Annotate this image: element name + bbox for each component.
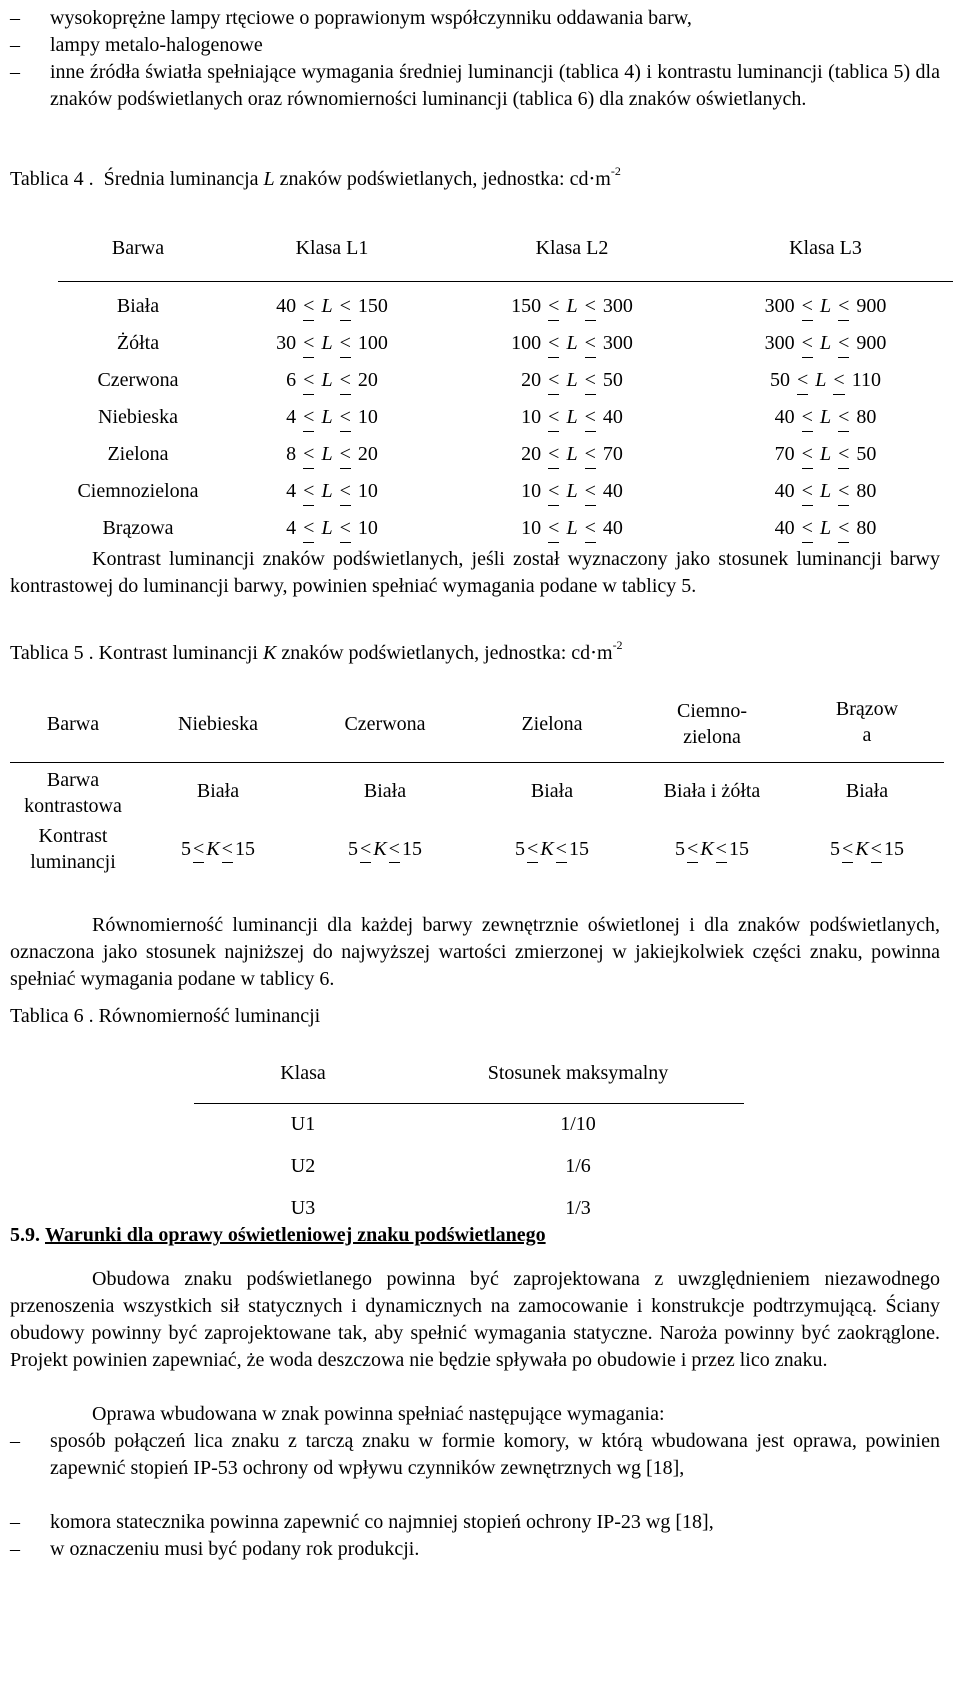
table6-cell: 1/6 xyxy=(565,1155,591,1177)
bullet-item xyxy=(10,5,940,32)
range-high: 15 xyxy=(883,838,904,860)
variable-l: L xyxy=(321,369,333,391)
table4-row xyxy=(58,510,953,547)
less-or-equal-symbol: < xyxy=(800,478,815,505)
bullet-item xyxy=(10,1509,940,1536)
table4-body xyxy=(58,282,953,548)
less-or-equal-symbol: < xyxy=(800,515,815,542)
table4-range-cell xyxy=(218,436,446,473)
table5-row-label-line: kontrastowa xyxy=(24,795,122,818)
range-low: 150 xyxy=(511,295,542,317)
paragraph-uniformity: Równomierność luminancji dla każdej barwy zewnętrznie oświetlonej i dla znaków podświetlanych, oznaczona jako stosunek najniższej do najwyższej wartości zmierzonej w jakiejkolwiek części znaku, powinna spełniać wymagania podane w tablicy 6. xyxy=(10,914,940,990)
table5-header-line: a xyxy=(862,724,872,746)
range-low: 4 xyxy=(286,406,297,428)
less-or-equal-symbol: < xyxy=(221,838,233,860)
less-or-equal-symbol: < xyxy=(388,838,400,860)
table5-cell: Biała xyxy=(196,780,240,803)
table5-header-cell xyxy=(790,686,944,762)
less-or-equal-symbol: < xyxy=(795,367,810,394)
range-high: 15 xyxy=(401,838,422,860)
table5-header-cell xyxy=(634,686,790,762)
table4-range-cell xyxy=(446,282,698,326)
table6-cell: U1 xyxy=(290,1113,316,1135)
table4-caption-var: L xyxy=(263,168,275,190)
less-or-equal-symbol: < xyxy=(546,404,561,431)
bullet-text: lampy metalo-halogenowe xyxy=(50,34,263,56)
table4-range-cell xyxy=(698,473,953,510)
range-low: 40 xyxy=(276,295,297,317)
table5-caption-var: K xyxy=(263,642,277,664)
table5-range-cell xyxy=(300,820,470,878)
table4-range-cell xyxy=(218,399,446,436)
range-high: 300 xyxy=(602,332,633,354)
range-high: 110 xyxy=(851,369,881,391)
variable-l: L xyxy=(566,480,578,502)
table4-range-cell xyxy=(446,325,698,362)
less-or-equal-symbol: < xyxy=(555,838,567,860)
variable-l: L xyxy=(819,406,832,428)
section-number: 5.9. xyxy=(10,1224,40,1246)
table4-row xyxy=(58,399,953,436)
variable-l: L xyxy=(566,295,578,317)
less-or-equal-symbol: < xyxy=(338,478,353,505)
table4-range-cell xyxy=(446,473,698,510)
table4-range-cell xyxy=(698,325,953,362)
variable-l: L xyxy=(819,332,832,354)
dash-bullet-icon: – xyxy=(10,61,20,83)
variable-k: K xyxy=(373,838,387,860)
bullet-item xyxy=(10,59,940,113)
table6-header-cell: Klasa xyxy=(280,1062,326,1085)
dash-bullet-icon: – xyxy=(10,34,20,56)
table4-header-cell: Klasa L2 xyxy=(535,236,609,259)
range-low: 5 xyxy=(675,838,686,860)
less-or-equal-symbol: < xyxy=(301,293,316,320)
table5-row-contrast xyxy=(10,762,944,820)
paragraph-fixture: Oprawa wbudowana w znak powinna spełniać następujące wymagania: xyxy=(92,1403,665,1425)
less-or-equal-symbol: < xyxy=(800,330,815,357)
range-high: 100 xyxy=(357,332,388,354)
less-or-equal-symbol: < xyxy=(583,441,598,468)
bullet-text: inne źródła światła spełniające wymagania średniej luminancji (tablica 4) i kontrastu luminancji (tablica 5) dla znaków podświetlanych oraz równomierności luminancji (tablica 6) dla znaków oświetlanych. xyxy=(50,61,940,110)
range-low: 6 xyxy=(286,369,297,391)
variable-k: K xyxy=(206,838,220,860)
range-low: 40 xyxy=(774,480,795,502)
range-low: 20 xyxy=(521,443,542,465)
table4-header-cell: Barwa xyxy=(111,236,165,259)
table5-cell: Biała i żółta xyxy=(663,780,761,803)
table4-range-cell xyxy=(698,436,953,473)
table5-header-cell: Zielona xyxy=(521,712,583,735)
range-low: 300 xyxy=(764,332,795,354)
table4-color-cell: Biała xyxy=(116,295,160,317)
table4-color-cell: Brązowa xyxy=(102,517,174,539)
table5-range-cell xyxy=(470,820,634,878)
section-heading xyxy=(10,1222,546,1249)
less-or-equal-symbol: < xyxy=(836,404,851,431)
variable-l: L xyxy=(321,295,333,317)
variable-l: L xyxy=(566,332,578,354)
table6-caption: Tablica 6 . Równomierność luminancji xyxy=(10,1005,321,1027)
table4-row xyxy=(58,325,953,362)
variable-l: L xyxy=(815,369,827,391)
variable-k: K xyxy=(855,838,869,860)
range-high: 40 xyxy=(602,406,623,428)
less-or-equal-symbol: < xyxy=(546,478,561,505)
paragraph-housing: Obudowa znaku podświetlanego powinna być zaprojektowana z uwzględnieniem niezawodnego przenoszenia wszystkich sił statycznych i dynamicznych na zamocowanie i konstrukcje podtrzymującą. Ściany obudowy powinny być zaprojektowane tak, aby spełnić wymagania statyczne. Naroża powinny być zaokrąglone. Projekt powinien zapewniać, że woda deszczowa nie będzie spływała po obudowie i przez lico znaku. xyxy=(10,1268,940,1371)
less-or-equal-symbol: < xyxy=(301,441,316,468)
bullet-text: w oznaczeniu musi być podany rok produkcji. xyxy=(50,1538,420,1560)
less-or-equal-symbol: < xyxy=(583,478,598,505)
less-or-equal-symbol: < xyxy=(836,293,851,320)
range-high: 10 xyxy=(357,517,378,539)
table4-range-cell xyxy=(446,510,698,547)
less-or-equal-symbol: < xyxy=(301,330,316,357)
range-high: 15 xyxy=(728,838,749,860)
variable-l: L xyxy=(321,480,333,502)
table4-caption-label: Tablica 4 . xyxy=(10,168,94,190)
variable-l: L xyxy=(321,406,333,428)
bullet-text: sposób połączeń lica znaku z tarczą znaku w formie komory, w którą wbudowana jest oprawa, powinien zapewnić stopień IP-53 ochrony od wpływu czynników zewnętrznych wg [18], xyxy=(50,1430,940,1479)
range-high: 50 xyxy=(602,369,623,391)
dash-bullet-icon: – xyxy=(10,7,20,29)
less-or-equal-symbol: < xyxy=(831,367,846,394)
table4-row xyxy=(58,436,953,473)
range-high: 40 xyxy=(602,480,623,502)
less-or-equal-symbol: < xyxy=(338,330,353,357)
range-low: 8 xyxy=(286,443,297,465)
less-or-equal-symbol: < xyxy=(546,293,561,320)
range-low: 50 xyxy=(770,369,791,391)
table6 xyxy=(194,1045,744,1230)
table4-range-cell xyxy=(218,473,446,510)
paragraph-contrast: Kontrast luminancji znaków podświetlanych, jeśli został wyznaczony jako stosunek luminancji barwy kontrastowej do luminancji barwy, powinien spełniać wymagania podane w tablicy 5. xyxy=(10,548,940,597)
range-high: 40 xyxy=(602,517,623,539)
less-or-equal-symbol: < xyxy=(583,515,598,542)
variable-l: L xyxy=(566,369,578,391)
table5-range-cell xyxy=(634,820,790,878)
less-or-equal-symbol: < xyxy=(583,404,598,431)
less-or-equal-symbol: < xyxy=(546,441,561,468)
less-or-equal-symbol: < xyxy=(301,367,316,394)
range-low: 5 xyxy=(181,838,192,860)
table5-header-line: zielona xyxy=(683,725,741,748)
table4-color-cell: Niebieska xyxy=(98,406,178,428)
table5-caption-exp: -2 xyxy=(612,638,623,653)
table5-header-line: Ciemno- xyxy=(677,699,747,722)
table5-caption-rest: znaków podświetlanych, jednostka: cd⋅m xyxy=(281,642,613,664)
table4-range-cell xyxy=(698,399,953,436)
table4-color-cell: Czerwona xyxy=(97,369,179,391)
variable-l: L xyxy=(321,332,333,354)
bullet-item xyxy=(10,32,940,59)
table5-header-cell: Niebieska xyxy=(178,712,258,735)
table5-caption-text: Kontrast luminancji xyxy=(98,642,258,664)
table5-header-cell: Czerwona xyxy=(344,712,426,735)
table4-row xyxy=(58,473,953,510)
table6-row xyxy=(194,1103,744,1146)
table4-row xyxy=(58,362,953,399)
table4-caption xyxy=(10,166,621,193)
less-or-equal-symbol: < xyxy=(870,838,882,860)
table6-cell: 1/3 xyxy=(565,1197,591,1219)
table4-range-cell xyxy=(446,436,698,473)
table4-range-cell xyxy=(446,399,698,436)
table4-range-cell xyxy=(698,282,953,326)
less-or-equal-symbol: < xyxy=(527,838,539,860)
table5 xyxy=(10,686,944,878)
range-high: 10 xyxy=(357,480,378,502)
table4-header-cell: Klasa L1 xyxy=(295,236,369,259)
table5-cell: Biała xyxy=(845,780,889,803)
variable-l: L xyxy=(819,443,832,465)
less-or-equal-symbol: < xyxy=(301,478,316,505)
less-or-equal-symbol: < xyxy=(193,838,205,860)
range-low: 5 xyxy=(348,838,359,860)
less-or-equal-symbol: < xyxy=(301,404,316,431)
less-or-equal-symbol: < xyxy=(338,404,353,431)
table5-range-cell xyxy=(790,820,944,878)
range-low: 40 xyxy=(774,406,795,428)
less-or-equal-symbol: < xyxy=(301,515,316,542)
variable-l: L xyxy=(566,443,578,465)
range-low: 30 xyxy=(276,332,297,354)
range-high: 150 xyxy=(357,295,388,317)
less-or-equal-symbol: < xyxy=(800,404,815,431)
less-or-equal-symbol: < xyxy=(583,293,598,320)
table5-row-label-line: Kontrast xyxy=(38,825,108,847)
range-low: 10 xyxy=(521,406,542,428)
range-high: 15 xyxy=(234,838,255,860)
table6-cell: 1/10 xyxy=(560,1113,596,1135)
range-high: 10 xyxy=(357,406,378,428)
range-high: 50 xyxy=(856,443,877,465)
table4-range-cell xyxy=(218,325,446,362)
table4-color-cell: Ciemnozielona xyxy=(77,480,199,502)
dash-bullet-icon: – xyxy=(10,1430,20,1452)
table5-caption-label: Tablica 5 . xyxy=(10,642,94,664)
dash-bullet-icon: – xyxy=(10,1511,20,1533)
table4-range-cell xyxy=(218,510,446,547)
table5-row-label xyxy=(10,762,136,820)
table5-caption xyxy=(10,640,623,667)
less-or-equal-symbol: < xyxy=(338,515,353,542)
variable-l: L xyxy=(819,295,832,317)
less-or-equal-symbol: < xyxy=(836,441,851,468)
range-low: 100 xyxy=(511,332,542,354)
range-low: 40 xyxy=(774,517,795,539)
table4-range-cell xyxy=(698,362,953,399)
less-or-equal-symbol: < xyxy=(583,367,598,394)
bullet-text: komora statecznika powinna zapewnić co najmniej stopień ochrony IP-23 wg [18], xyxy=(50,1511,714,1533)
less-or-equal-symbol: < xyxy=(583,330,598,357)
section-title: Warunki dla oprawy oświetleniowej znaku podświetlanego xyxy=(45,1224,546,1246)
table5-range-cell xyxy=(136,820,300,878)
range-low: 10 xyxy=(521,480,542,502)
table4-color-cell: Zielona xyxy=(107,443,169,465)
range-high: 300 xyxy=(602,295,633,317)
table5-row-label-line: luminancji xyxy=(30,851,116,873)
range-low: 300 xyxy=(764,295,795,317)
range-low: 4 xyxy=(286,480,297,502)
bullet-text: wysokoprężne lampy rtęciowe o poprawionym współczynniku oddawania barw, xyxy=(50,7,692,29)
variable-l: L xyxy=(566,406,578,428)
range-high: 15 xyxy=(568,838,589,860)
table6-row xyxy=(194,1146,744,1188)
less-or-equal-symbol: < xyxy=(836,478,851,505)
range-high: 80 xyxy=(856,406,877,428)
less-or-equal-symbol: < xyxy=(546,330,561,357)
table4-caption-text: Średnia luminancja xyxy=(103,168,259,190)
table4 xyxy=(58,215,953,547)
table4-header-row xyxy=(58,215,953,282)
table4-header-cell: Klasa L3 xyxy=(789,236,862,259)
less-or-equal-symbol: < xyxy=(338,441,353,468)
less-or-equal-symbol: < xyxy=(338,293,353,320)
variable-l: L xyxy=(321,517,333,539)
table5-cell: Biała xyxy=(363,780,407,803)
less-or-equal-symbol: < xyxy=(687,838,699,860)
less-or-equal-symbol: < xyxy=(836,515,851,542)
table5-header-row xyxy=(10,686,944,762)
bullet-item xyxy=(10,1428,940,1482)
table5-row-label xyxy=(10,820,136,878)
less-or-equal-symbol: < xyxy=(715,838,727,860)
table5-cell: Biała xyxy=(530,780,574,803)
table4-caption-exp: -2 xyxy=(610,164,621,179)
table4-range-cell xyxy=(446,362,698,399)
table4-range-cell xyxy=(218,282,446,326)
table6-header-row xyxy=(194,1045,744,1103)
range-high: 900 xyxy=(856,332,887,354)
range-high: 20 xyxy=(357,443,378,465)
less-or-equal-symbol: < xyxy=(836,330,851,357)
less-or-equal-symbol: < xyxy=(338,367,353,394)
bullet-item xyxy=(10,1536,940,1563)
less-or-equal-symbol: < xyxy=(546,367,561,394)
table5-header-cell: Barwa xyxy=(46,712,100,735)
range-low: 4 xyxy=(286,517,297,539)
table6-cell: U3 xyxy=(290,1197,316,1219)
less-or-equal-symbol: < xyxy=(842,838,854,860)
table4-range-cell xyxy=(698,510,953,547)
range-low: 10 xyxy=(521,517,542,539)
range-low: 70 xyxy=(774,443,795,465)
variable-k: K xyxy=(700,838,714,860)
table6-cell: U2 xyxy=(290,1155,316,1177)
table5-row-luminance xyxy=(10,820,944,878)
less-or-equal-symbol: < xyxy=(800,441,815,468)
variable-l: L xyxy=(321,443,333,465)
range-high: 80 xyxy=(856,480,877,502)
table5-row-label-line: Barwa xyxy=(46,769,100,792)
variable-k: K xyxy=(540,838,554,860)
table4-row xyxy=(58,282,953,326)
range-high: 80 xyxy=(856,517,877,539)
table4-caption-rest: znaków podświetlanych, jednostka: cd⋅m xyxy=(279,168,611,190)
range-low: 5 xyxy=(830,838,841,860)
range-low: 5 xyxy=(515,838,526,860)
table4-color-cell: Żółta xyxy=(116,332,160,354)
table6-header-cell: Stosunek maksymalny xyxy=(487,1062,669,1085)
table5-header-line: Brązow xyxy=(835,698,899,720)
less-or-equal-symbol: < xyxy=(546,515,561,542)
range-high: 900 xyxy=(856,295,887,317)
variable-l: L xyxy=(819,517,832,539)
table4-range-cell xyxy=(218,362,446,399)
variable-l: L xyxy=(819,480,832,502)
range-high: 20 xyxy=(357,369,378,391)
dash-bullet-icon: – xyxy=(10,1538,20,1560)
less-or-equal-symbol: < xyxy=(360,838,372,860)
range-low: 20 xyxy=(521,369,542,391)
variable-l: L xyxy=(566,517,578,539)
range-high: 70 xyxy=(602,443,623,465)
less-or-equal-symbol: < xyxy=(800,293,815,320)
